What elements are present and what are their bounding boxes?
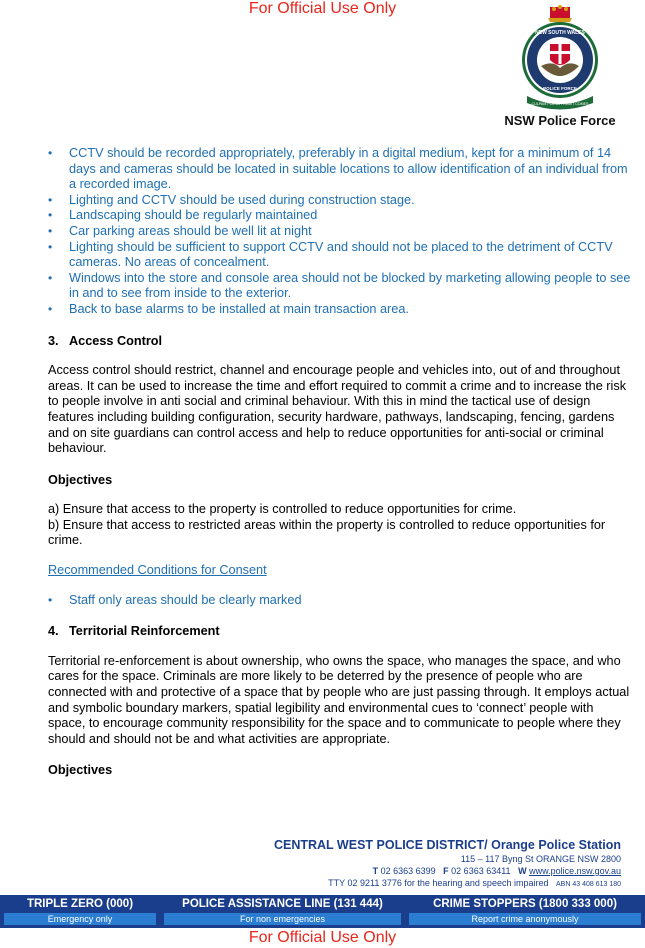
abn-text: ABN 43 408 613 180: [556, 881, 621, 888]
section-heading-access-control: [48, 334, 634, 350]
hotline-police-assistance: [160, 897, 405, 912]
hotline-triple-zero: [0, 897, 160, 912]
hotline-title: TRIPLE ZERO (000): [26, 898, 134, 910]
hotline-subtitle: Emergency only: [4, 913, 156, 925]
hotline-title: POLICE ASSISTANCE LINE (131 444): [182, 898, 383, 910]
hotline-subtitle: Report crime anonymously: [409, 913, 641, 925]
phone-number: 02 6363 6399: [380, 866, 436, 876]
section-number: 4.: [48, 624, 59, 639]
objective-b: b) Ensure that access to restricted areas within the property is controlled to reduce opportunities for crime.: [48, 517, 606, 548]
surveillance-bullet-list: [48, 146, 634, 318]
recommended-conditions-link[interactable]: Recommended Conditions for Consent: [48, 563, 267, 578]
hotline-crime-stoppers: [405, 897, 645, 912]
crest-motto: CULPAM POENA PREMIT COMES: [531, 102, 589, 106]
section-title: Access Control: [69, 333, 163, 348]
objective-a: a) Ensure that access to the property is controlled to reduce opportunities for crime.: [48, 502, 517, 517]
list-item: • Windows into the store and console area should not be blocked by marketing allowing people to see in and to see from inside to the exterior.: [48, 271, 634, 302]
objectives-heading: Objectives: [48, 472, 113, 487]
hotline-subtitle: For non emergencies: [164, 913, 401, 925]
footer-address: 115 – 117 Byng St ORANGE NSW 2800: [460, 854, 621, 864]
footer-district-name: CENTRAL WEST POLICE DISTRICT/ Orange Police Station: [273, 838, 621, 852]
crown-icon: [548, 5, 572, 22]
section-title: Territorial Reinforcement: [69, 624, 220, 639]
classification-header: For Official Use Only: [248, 0, 397, 17]
conditions-bullet-list: [48, 593, 634, 609]
crest-ring-text-bottom: POLICE FORCE: [543, 86, 577, 91]
web-label: W: [518, 866, 527, 876]
organisation-name: NSW Police Force: [504, 113, 616, 128]
document-body: [48, 146, 634, 779]
footer-tty-line: [328, 877, 621, 891]
hotline-title: CRIME STOPPERS (1800 333 000): [433, 898, 617, 910]
list-item: • CCTV should be recorded appropriately, preferably in a digital medium, kept for a minimum of 14 days and cameras should be located in suitable locations to allow identification of an individual from a recorded image.: [48, 146, 634, 193]
footer-contact-block: [328, 853, 621, 891]
section-heading-territorial-reinforcement: [48, 624, 634, 640]
classification-footer: For Official Use Only: [248, 929, 397, 946]
objectives-heading: Objectives: [48, 763, 113, 778]
footer-phone-line: [328, 865, 621, 877]
nsw-police-crest-logo: [513, 4, 607, 114]
territorial-reinforcement-paragraph: Territorial re-enforcement is about ownership, who owns the space, who manages the space, and who cares for the space. Criminals are more likely to be deterred by the presence of people who are connected with and protective of a space that by people who are just passing through. It employs actual and symbolic boundary markers, spatial legibility and environmental cues to ‘connect’ people with space, to encourage community responsibility for the space and to communicate to people where they should and should not be and what activities are appropriate.: [48, 653, 630, 746]
hotline-banner: [0, 895, 645, 928]
fax-label: F: [443, 866, 449, 876]
section-number: 3.: [48, 333, 59, 348]
list-item: • Staff only areas should be clearly marked: [48, 593, 634, 609]
list-item: • Landscaping should be regularly maintained: [48, 208, 634, 224]
phone-label: T: [372, 866, 379, 876]
list-item: • Lighting should be sufficient to support CCTV and should not be placed to the detriment of CCTV cameras. No areas of concealment.: [48, 240, 634, 271]
list-item: • Lighting and CCTV should be used during construction stage.: [48, 193, 634, 209]
list-item: • Car parking areas should be well lit at night: [48, 224, 634, 240]
access-control-paragraph: Access control should restrict, channel and encourage people and vehicles into, out of and throughout areas. It can be used to increase the time and effort required to commit a crime and to increase the risk to people involve in anti social and criminal behaviour. With this in mind the tactical use of design features including building configuration, security hardware, pathways, landscaping, fencing, gardens and on site guardians can control access and help to reduce opportunities for anti-social or criminal behaviour.: [48, 363, 627, 456]
fax-number: 02 6363 63411: [451, 866, 511, 876]
crest-ring-text-top: NEW SOUTH WALES: [535, 30, 585, 36]
list-item: • Back to base alarms to be installed at main transaction area.: [48, 302, 634, 318]
website-link[interactable]: www.police.nsw.gov.au: [529, 866, 621, 876]
tty-text: TTY 02 9211 3776 for the hearing and speech impaired: [328, 878, 549, 888]
